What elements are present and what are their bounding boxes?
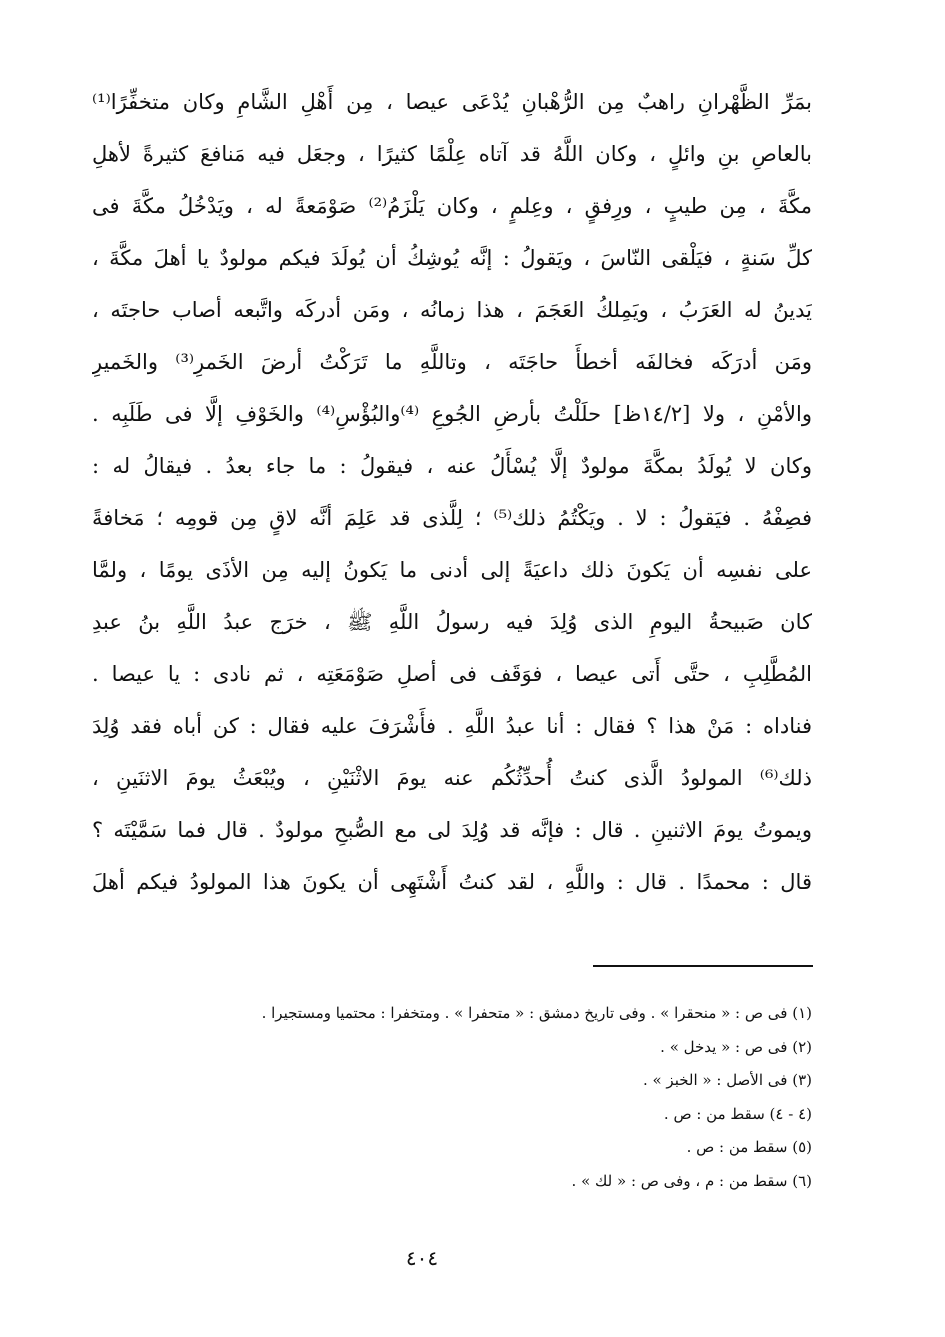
text-line: ذلك⁽⁶⁾ المولودُ الَّذى كنتُ أُحدِّثُكُم عنه يومَ الاثْنَيْنِ ، ويُبْعَثُ يومَ الاثنَينِ ، bbox=[92, 766, 812, 790]
text-line: كلِّ سَنةٍ ، فيَلْقى النّاسَ ، ويَقولُ : إنَّه يُوشِكُ أن يُولَدَ فيكم مولودٌ يا أهلَ مكَّةَ ، bbox=[92, 246, 812, 270]
text-line: فناداه : مَنْ هذا ؟ فقال : أنا عبدُ اللَّهِ . فأَشْرَفَ عليه فقال : كن أباه فقد وُلِدَ bbox=[92, 714, 812, 738]
footnote: (٤ - ٤) سقط من : ص . bbox=[663, 1104, 812, 1123]
text-line: والأمْنِ ، ولا [١٤/٢ظ] حلَلْتُ بأرضِ الجُوعِ ⁽⁴⁾والبُؤْسِ⁽⁴⁾ والخَوْفِ إلَّا فى طَلَبِه . bbox=[92, 402, 812, 426]
text-line: قال : محمدًا . قال : واللَّهِ ، لقد كنتُ أَشْتَهِى أن يكونَ هذا المولودُ فيكم أهلَ bbox=[92, 870, 812, 894]
text-line: مكَّةَ ، مِن طيبٍ ، ورِفقٍ ، وعِلمٍ ، وكان يَلْزَمُ⁽²⁾ صَوْمَعةً له ، ويَدْخُلُ مكَّةَ فى bbox=[92, 194, 812, 218]
footnote-divider bbox=[593, 965, 813, 967]
footnote: (٦) سقط من : م ، وفى ص : « لك » . bbox=[571, 1171, 812, 1190]
footnote: (٥) سقط من : ص . bbox=[686, 1138, 812, 1156]
text-line: المُطَّلِبِ ، حتَّى أَتى عيصا ، فوَقَف فى أصلِ صَوْمَعَتِه ، ثم نادى : يا عيصا . bbox=[92, 662, 812, 686]
text-line: على نفسِه أن يَكونَ ذلك داعيَةً إلى أدنى ما يَكونُ إليه مِن الأذَى يومًا ، ولمَّا bbox=[92, 558, 812, 582]
footnote: (٣) فى الأصل : « الخبز » . bbox=[642, 1071, 812, 1089]
page-number: ٤٠٤ bbox=[405, 1246, 439, 1270]
text-line: وكان لا يُولَدُ بمكَّةَ مولودٌ إلَّا يُسْأَلُ عنه ، فيقولُ : ما جاء بعدُ . فيقالُ له : bbox=[92, 454, 812, 478]
text-line: بالعاصِ بنِ وائلٍ ، وكان اللَّهُ قد آتاه عِلْمًا كثيرًا ، وجعَل فيه مَنافعَ كثيرةً لأهلِ bbox=[92, 142, 812, 166]
text-line: ومَن أدرَكَه فخالفَه أخطأَ حاجَتَه ، وتاللَّهِ ما تَرَكْتُ أرضَ الخَمرِ⁽³⁾ والخَميرِ bbox=[92, 350, 812, 374]
footnote: (١) فى ص : « منحقرا » . وفى تاريخ دمشق : « متحفرا » . ومتخفرا : محتميا ومستجيرا . bbox=[261, 1004, 812, 1022]
footnote: (٢) فى ص : « يدخل » . bbox=[660, 1037, 812, 1056]
text-line: كان صَبيحةُ اليومِ الذى وُلِدَ فيه رسولُ اللَّهِ ﷺ ، خرَج عبدُ اللَّهِ بنُ عبدِ bbox=[92, 610, 812, 634]
text-line: ويموتُ يومَ الاثنينِ . قال : فإنَّه قد وُلِدَ لى مع الصُّبحِ مولودٌ . قال فما سَمَّيْتَه ؟ bbox=[92, 818, 812, 842]
text-line: يَدينُ له العَرَبُ ، ويَمِلكُ العَجَمَ ، هذا زمانُه ، ومَن أدركَه واتَّبعه أصاب حاجتَه ، bbox=[92, 298, 812, 322]
footnotes bbox=[92, 997, 812, 1198]
text-line: بمَرِّ الظَّهْرانِ راهبٌ مِن الرُّهْبانِ يُدْعَى عيصا ، مِن أَهْلِ الشَّامِ وكان متخفِّرًا⁽¹⁾ bbox=[92, 90, 812, 114]
text-line: فصِفْهُ . فيَقولُ : لا . ويَكْتُمُ ذلك⁽⁵⁾ ؛ لِلَّذى قد عَلِمَ أنَّه لاقٍ مِن قومِه ؛ مَخافةً bbox=[92, 506, 812, 530]
main-text bbox=[92, 76, 812, 908]
